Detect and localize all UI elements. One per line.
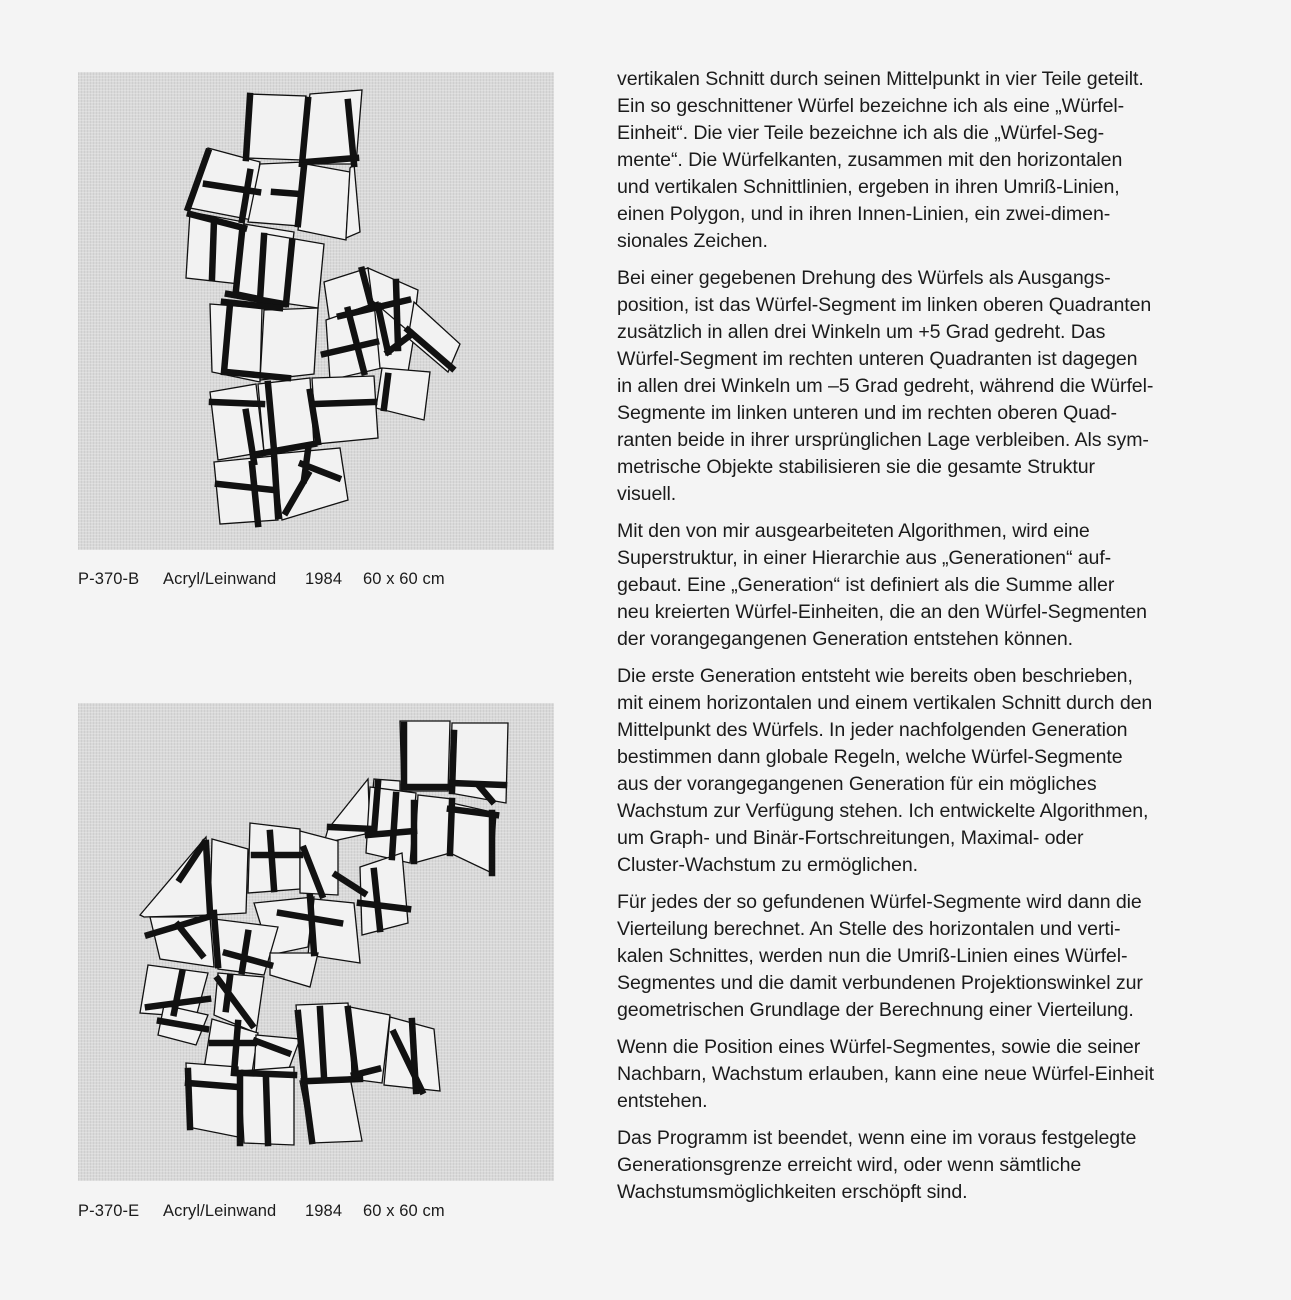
figure-year: 1984: [305, 1202, 343, 1220]
paragraph: [617, 265, 1237, 508]
text-line: Superstruktur, in einer Hierarchie aus „Generationen“ auf-: [617, 547, 1112, 569]
text-line: neu kreierten Würfel-Einheiten, die an den Würfel-Segmenten: [617, 601, 1147, 623]
paragraph: [617, 889, 1237, 1024]
text-line: sionales Zeichen.: [617, 230, 768, 252]
text-line: der vorangegangenen Generation entstehen können.: [617, 628, 1074, 650]
text-line: vertikalen Schnitt durch seinen Mittelpunkt in vier Teile geteilt.: [617, 68, 1144, 90]
text-line: Segmentes und die damit verbundenen Projektionswinkel zur: [617, 972, 1143, 994]
text-line: position, ist das Würfel-Segment im linken oberen Quadranten: [617, 294, 1152, 316]
figure-medium: Acryl/Leinwand: [163, 570, 277, 588]
text-line: bestimmen dann globale Regeln, welche Würfel-Segmente: [617, 746, 1123, 768]
text-line: und vertikalen Schnittlinien, ergeben in ihren Umriß-Linien,: [617, 176, 1120, 198]
text-line: um Graph- und Binär-Fortschreitungen, Maximal- oder: [617, 827, 1084, 849]
figure-year: 1984: [305, 570, 343, 588]
text-line: mit einem horizontalen und einem vertikalen Schnitt durch den: [617, 692, 1153, 714]
text-line: gebaut. Eine „Generation“ ist definiert als die Summe aller: [617, 574, 1115, 596]
figure-caption: [78, 1202, 445, 1221]
text-line: Wenn die Position eines Würfel-Segmentes, sowie die seiner: [617, 1036, 1141, 1058]
text-line: mente“. Die Würfelkanten, zusammen mit den horizontalen: [617, 149, 1123, 171]
paragraph: [617, 663, 1237, 879]
paragraph: [617, 66, 1237, 255]
text-line: Das Programm ist beendet, wenn eine im voraus festgelegte: [617, 1127, 1137, 1149]
text-line: Bei einer gegebenen Drehung des Würfels als Ausgangs-: [617, 267, 1111, 289]
text-line: Einheit“. Die vier Teile bezeichne ich als die „Würfel-Seg-: [617, 122, 1105, 144]
text-line: in allen drei Winkeln um –5 Grad gedreht, während die Würfel-: [617, 375, 1154, 397]
text-line: Generationsgrenze erreicht wird, oder wenn sämtliche: [617, 1154, 1082, 1176]
paragraph: [617, 1034, 1237, 1115]
text-line: einen Polygon, und in ihren Innen-Linien, ein zwei-dimen-: [617, 203, 1111, 225]
text-line: Mit den von mir ausgearbeiteten Algorithmen, wird eine: [617, 520, 1090, 542]
text-line: Mittelpunkt des Würfels. In jeder nachfolgenden Generation: [617, 719, 1128, 741]
text-line: Die erste Generation entsteht wie bereits oben beschrieben,: [617, 665, 1133, 687]
paragraph: [617, 518, 1237, 653]
figure-size: 60 x 60 cm: [363, 570, 445, 588]
text-line: Segmente im linken unteren und im rechten oberen Quad-: [617, 402, 1117, 424]
figure-id: P-370-B: [78, 570, 140, 588]
text-line: entstehen.: [617, 1090, 708, 1112]
text-line: Cluster-Wachstum zu ermöglichen.: [617, 854, 918, 876]
cube-segment-drawing: [78, 72, 554, 550]
figure-medium: Acryl/Leinwand: [163, 1202, 277, 1220]
text-line: Wachstumsmöglichkeiten erschöpft sind.: [617, 1181, 968, 1203]
figure-caption: [78, 570, 445, 589]
figure-id: P-370-E: [78, 1202, 140, 1220]
figure-size: 60 x 60 cm: [363, 1202, 445, 1220]
text-line: Würfel-Segment im rechten unteren Quadranten ist dagegen: [617, 348, 1138, 370]
text-line: kalen Schnittes, werden nun die Umriß-Linien eines Würfel-: [617, 945, 1128, 967]
text-line: Wachstum zur Verfügung stehen. Ich entwickelte Algorithmen,: [617, 800, 1149, 822]
text-line: aus der vorangegangenen Generation für ein mögliches: [617, 773, 1097, 795]
artwork-p-370-b: [78, 72, 554, 550]
body-text-column: [617, 66, 1237, 1216]
text-line: Ein so geschnittener Würfel bezeichne ich als eine „Würfel-: [617, 95, 1125, 117]
paragraph: [617, 1125, 1237, 1206]
text-line: metrische Objekte stabilisieren sie die gesamte Struktur: [617, 456, 1095, 478]
text-line: zusätzlich in allen drei Winkeln um +5 Grad gedreht. Das: [617, 321, 1106, 343]
text-line: Nachbarn, Wachstum erlauben, kann eine neue Würfel-Einheit: [617, 1063, 1154, 1085]
text-line: Für jedes der so gefundenen Würfel-Segmente wird dann die: [617, 891, 1142, 913]
text-line: ranten beide in ihrer ursprünglichen Lage verbleiben. Als sym-: [617, 429, 1149, 451]
text-line: Vierteilung berechnet. An Stelle des horizontalen und verti-: [617, 918, 1121, 940]
cube-segment-drawing: [78, 703, 554, 1181]
artwork-p-370-e: [78, 703, 554, 1181]
text-line: geometrischen Grundlage der Berechnung einer Vierteilung.: [617, 999, 1134, 1021]
text-line: visuell.: [617, 483, 677, 505]
